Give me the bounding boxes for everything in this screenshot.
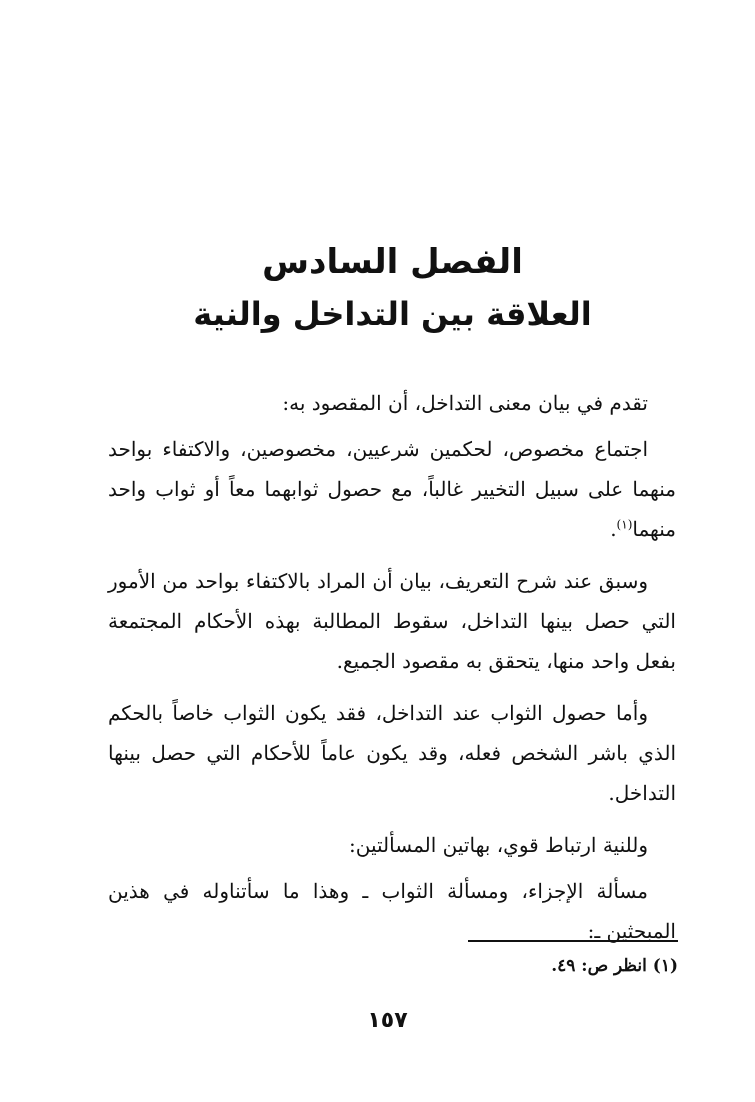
footnote-reference: (١)	[616, 517, 633, 532]
footnote	[380, 952, 678, 980]
footnote-text: انظر ص: ٤٩.	[551, 956, 647, 976]
paragraph-1: تقدم في بيان معنى التداخل، أن المقصود به:	[282, 391, 648, 415]
footnote-divider	[468, 940, 678, 942]
body-text	[108, 383, 676, 963]
paragraph-6: مسألة الإجزاء، ومسألة الثواب ـ وهذا ما سأتناوله في هذين المبحثين ـ:	[108, 879, 676, 943]
paragraph-2	[108, 429, 676, 549]
chapter-subtitle: العلاقة بين التداخل والنية	[193, 295, 592, 333]
chapter-title: الفصل السادس	[262, 242, 523, 282]
paragraph-2-end: .	[610, 517, 617, 541]
page-number: ١٥٧	[367, 1008, 408, 1033]
paragraph-4: وأما حصول الثواب عند التداخل، فقد يكون الثواب خاصاً بالحكم الذي باشر الشخص فعله، وقد يكون عاماً للأحكام التي حصل بينها التداخل.	[108, 701, 676, 805]
footnote-marker: (١)	[652, 956, 678, 976]
chapter-heading	[0, 236, 755, 340]
paragraph-5: وللنية ارتباط قوي، بهاتين المسألتين:	[349, 833, 648, 857]
paragraph-2-text: اجتماع مخصوص، لحكمين شرعيين، مخصوصين، والاكتفاء بواحد منهما على سبيل التخيير غالباً، مع حصول ثوابهما معاً أو ثواب واحد منهما	[108, 437, 676, 541]
paragraph-3: وسبق عند شرح التعريف، بيان أن المراد بالاكتفاء بواحد من الأمور التي حصل بينها التداخل، سقوط المطالبة بهذه الأحكام المجتمعة بفعل واحد منها، يتحقق به مقصود الجميع.	[108, 569, 676, 673]
